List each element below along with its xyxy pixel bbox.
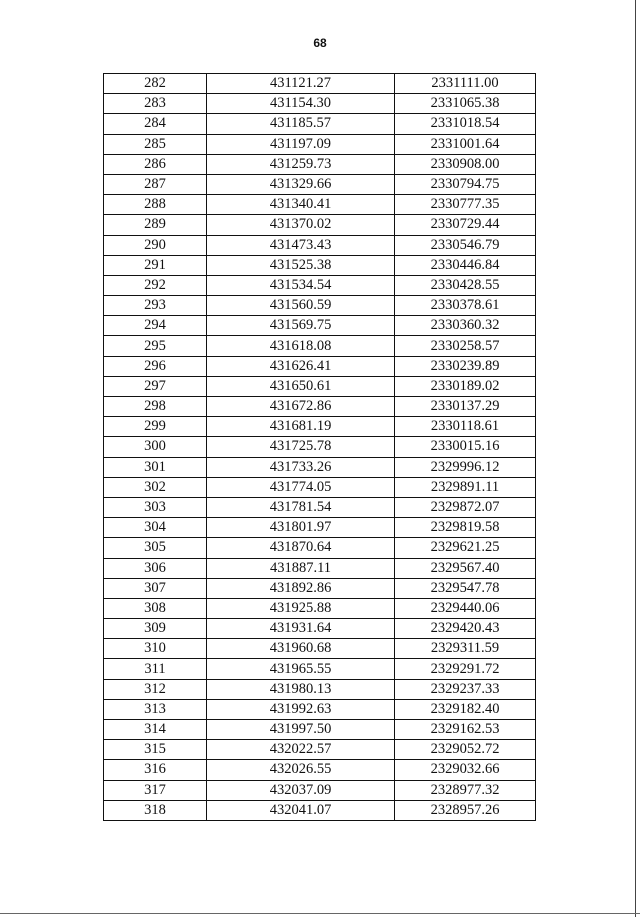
y-coordinate-cell: 2330189.02 [395,376,536,396]
table-row [104,780,536,800]
point-id-cell: 304 [104,518,207,538]
x-coordinate-cell: 431560.59 [207,296,395,316]
point-id-cell: 308 [104,598,207,618]
table-row [104,558,536,578]
table-row [104,336,536,356]
scan-edge-right [635,0,636,917]
x-coordinate-cell: 431801.97 [207,518,395,538]
point-id-cell: 292 [104,275,207,295]
point-id-cell: 285 [104,134,207,154]
point-id-cell: 282 [104,74,207,94]
y-coordinate-cell: 2329872.07 [395,497,536,517]
coordinates-table [103,73,536,821]
x-coordinate-cell: 431259.73 [207,154,395,174]
x-coordinate-cell: 431569.75 [207,316,395,336]
point-id-cell: 284 [104,114,207,134]
point-id-cell: 291 [104,255,207,275]
point-id-cell: 315 [104,740,207,760]
y-coordinate-cell: 2330908.00 [395,154,536,174]
point-id-cell: 296 [104,356,207,376]
table-row [104,417,536,437]
y-coordinate-cell: 2329567.40 [395,558,536,578]
point-id-cell: 297 [104,376,207,396]
x-coordinate-cell: 431525.38 [207,255,395,275]
x-coordinate-cell: 431626.41 [207,356,395,376]
y-coordinate-cell: 2329891.11 [395,477,536,497]
y-coordinate-cell: 2330378.61 [395,296,536,316]
x-coordinate-cell: 432037.09 [207,780,395,800]
point-id-cell: 301 [104,457,207,477]
table-row [104,94,536,114]
y-coordinate-cell: 2330360.32 [395,316,536,336]
table-row [104,134,536,154]
table-row [104,316,536,336]
x-coordinate-cell: 431197.09 [207,134,395,154]
y-coordinate-cell: 2330428.55 [395,275,536,295]
x-coordinate-cell: 432022.57 [207,740,395,760]
point-id-cell: 293 [104,296,207,316]
y-coordinate-cell: 2329032.66 [395,760,536,780]
point-id-cell: 311 [104,659,207,679]
table-row [104,275,536,295]
table-row [104,740,536,760]
table-row [104,619,536,639]
point-id-cell: 314 [104,720,207,740]
table-row [104,800,536,820]
point-id-cell: 299 [104,417,207,437]
y-coordinate-cell: 2328957.26 [395,800,536,820]
table-row [104,760,536,780]
point-id-cell: 302 [104,477,207,497]
y-coordinate-cell: 2329237.33 [395,679,536,699]
table-row [104,114,536,134]
y-coordinate-cell: 2331065.38 [395,94,536,114]
point-id-cell: 300 [104,437,207,457]
table-row [104,397,536,417]
x-coordinate-cell: 431960.68 [207,639,395,659]
x-coordinate-cell: 431618.08 [207,336,395,356]
scan-edge-bottom [0,913,640,914]
y-coordinate-cell: 2329996.12 [395,457,536,477]
x-coordinate-cell: 431154.30 [207,94,395,114]
x-coordinate-cell: 431672.86 [207,397,395,417]
point-id-cell: 312 [104,679,207,699]
x-coordinate-cell: 431340.41 [207,195,395,215]
point-id-cell: 283 [104,94,207,114]
x-coordinate-cell: 431925.88 [207,598,395,618]
y-coordinate-cell: 2331018.54 [395,114,536,134]
table-row [104,235,536,255]
x-coordinate-cell: 431997.50 [207,720,395,740]
x-coordinate-cell: 431473.43 [207,235,395,255]
page-number: 68 [313,36,327,50]
table-row [104,497,536,517]
table-row [104,699,536,719]
point-id-cell: 287 [104,174,207,194]
x-coordinate-cell: 431887.11 [207,558,395,578]
y-coordinate-cell: 2329547.78 [395,578,536,598]
table-row [104,255,536,275]
point-id-cell: 295 [104,336,207,356]
x-coordinate-cell: 431370.02 [207,215,395,235]
y-coordinate-cell: 2330446.84 [395,255,536,275]
table-row [104,457,536,477]
x-coordinate-cell: 431774.05 [207,477,395,497]
point-id-cell: 306 [104,558,207,578]
x-coordinate-cell: 431931.64 [207,619,395,639]
x-coordinate-cell: 431892.86 [207,578,395,598]
table-row [104,195,536,215]
table-row [104,356,536,376]
point-id-cell: 316 [104,760,207,780]
table-row [104,659,536,679]
table-row [104,215,536,235]
table-row [104,437,536,457]
table-row [104,174,536,194]
table-row [104,538,536,558]
table-row [104,598,536,618]
x-coordinate-cell: 431992.63 [207,699,395,719]
x-coordinate-cell: 431725.78 [207,437,395,457]
point-id-cell: 288 [104,195,207,215]
table-row [104,578,536,598]
y-coordinate-cell: 2329621.25 [395,538,536,558]
y-coordinate-cell: 2329162.53 [395,720,536,740]
table-row [104,376,536,396]
x-coordinate-cell: 431650.61 [207,376,395,396]
y-coordinate-cell: 2330258.57 [395,336,536,356]
point-id-cell: 294 [104,316,207,336]
x-coordinate-cell: 431329.66 [207,174,395,194]
point-id-cell: 307 [104,578,207,598]
y-coordinate-cell: 2329052.72 [395,740,536,760]
x-coordinate-cell: 431121.27 [207,74,395,94]
y-coordinate-cell: 2331111.00 [395,74,536,94]
y-coordinate-cell: 2331001.64 [395,134,536,154]
y-coordinate-cell: 2329420.43 [395,619,536,639]
y-coordinate-cell: 2330015.16 [395,437,536,457]
point-id-cell: 309 [104,619,207,639]
table-row [104,296,536,316]
point-id-cell: 318 [104,800,207,820]
x-coordinate-cell: 431781.54 [207,497,395,517]
y-coordinate-cell: 2328977.32 [395,780,536,800]
point-id-cell: 310 [104,639,207,659]
y-coordinate-cell: 2330729.44 [395,215,536,235]
point-id-cell: 313 [104,699,207,719]
y-coordinate-cell: 2330546.79 [395,235,536,255]
x-coordinate-cell: 431185.57 [207,114,395,134]
y-coordinate-cell: 2329819.58 [395,518,536,538]
y-coordinate-cell: 2329311.59 [395,639,536,659]
coordinates-table-body [104,74,536,821]
y-coordinate-cell: 2330777.35 [395,195,536,215]
x-coordinate-cell: 431733.26 [207,457,395,477]
point-id-cell: 298 [104,397,207,417]
y-coordinate-cell: 2329182.40 [395,699,536,719]
point-id-cell: 286 [104,154,207,174]
x-coordinate-cell: 431681.19 [207,417,395,437]
y-coordinate-cell: 2330794.75 [395,174,536,194]
point-id-cell: 290 [104,235,207,255]
table-row [104,477,536,497]
y-coordinate-cell: 2329291.72 [395,659,536,679]
point-id-cell: 305 [104,538,207,558]
y-coordinate-cell: 2330118.61 [395,417,536,437]
y-coordinate-cell: 2330137.29 [395,397,536,417]
x-coordinate-cell: 432041.07 [207,800,395,820]
x-coordinate-cell: 431870.64 [207,538,395,558]
point-id-cell: 303 [104,497,207,517]
point-id-cell: 317 [104,780,207,800]
table-row [104,154,536,174]
y-coordinate-cell: 2330239.89 [395,356,536,376]
x-coordinate-cell: 432026.55 [207,760,395,780]
x-coordinate-cell: 431980.13 [207,679,395,699]
table-row [104,720,536,740]
table-row [104,639,536,659]
y-coordinate-cell: 2329440.06 [395,598,536,618]
x-coordinate-cell: 431965.55 [207,659,395,679]
x-coordinate-cell: 431534.54 [207,275,395,295]
table-row [104,679,536,699]
table-row [104,74,536,94]
point-id-cell: 289 [104,215,207,235]
table-row [104,518,536,538]
